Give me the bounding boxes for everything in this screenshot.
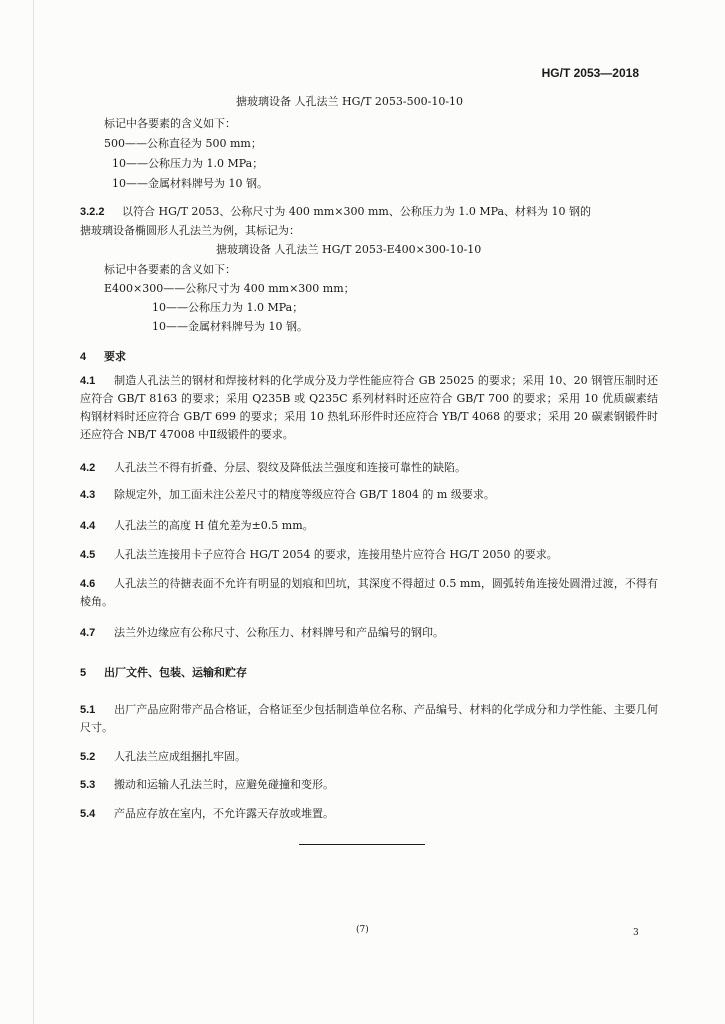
clause-5-4	[80, 805, 658, 823]
meaning-item: 10——公称压力为 1.0 MPa；	[112, 157, 264, 170]
clause-5-2	[80, 748, 658, 766]
clause-text: 人孔法兰的高度 H 值允差为±0.5 mm。	[114, 519, 314, 532]
section-title: 出厂文件、包装、运输和贮存	[104, 666, 247, 679]
clause-text: 出厂产品应附带产品合格证，合格证至少包括制造单位名称、产品编号、材料的化学成分和力学性能、主要几何尺寸。	[80, 703, 658, 734]
clause-number: 4.3	[80, 489, 96, 501]
clause-text: 制造人孔法兰的钢材和焊接材料的化学成分及力学性能应符合 GB 25025 的要求；采用 10、20 钢管压制时还应符合 GB/T 8163 的要求；采用 Q235B 或 Q235C 系列材料时还应符合 GB/T 700 的要求；采用 10 优质碳素结构钢材料时还应符合 GB/T 699 的要求；采用 10 热轧环形件时还应符合 YB/T 4068 的要求；采用 20 碳素钢锻件时还应符合 NB/T 47008 中Ⅱ级锻件的要求。	[80, 374, 658, 441]
clause-text: 法兰外边缘应有公称尺寸、公称压力、材料牌号和产品编号的钢印。	[114, 626, 444, 639]
end-divider	[299, 844, 425, 845]
clause-5-3	[80, 776, 658, 794]
clause-4-5	[80, 546, 658, 564]
clause-text: 以符合 HG/T 2053、公称尺寸为 400 mm×300 mm、公称压力为 1.0 MPa、材料为 10 钢的	[122, 205, 592, 218]
meaning-item: E400×300——公称尺寸为 400 mm×300 mm；	[104, 282, 355, 295]
designation-example-2: 搪玻璃设备 人孔法兰 HG/T 2053-E400×300-10-10	[216, 243, 482, 256]
clause-number: 3.2.2	[80, 206, 105, 218]
clause-4-7	[80, 624, 658, 642]
clause-3-2-2-line1	[80, 205, 591, 219]
clause-number: 4.2	[80, 462, 96, 474]
sheet-number: (7)	[356, 925, 369, 935]
clause-number: 5.1	[80, 704, 96, 716]
meaning-item: 10——金属材料牌号为 10 钢。	[112, 177, 268, 190]
clause-4-1	[80, 372, 658, 444]
clause-5-1	[80, 701, 658, 737]
clause-text: 搬动和运输人孔法兰时，应避免碰撞和变形。	[114, 778, 334, 791]
clause-4-2	[80, 459, 658, 477]
clause-number: 4.6	[80, 578, 96, 590]
page-number: 3	[633, 928, 639, 938]
meaning-item: 10——公称压力为 1.0 MPa；	[152, 301, 304, 314]
clause-number: 4.5	[80, 549, 96, 561]
standard-code: HG/T 2053—2018	[541, 66, 639, 80]
clause-text: 人孔法兰连接用卡子应符合 HG/T 2054 的要求，连接用垫片应符合 HG/T 2050 的要求。	[114, 548, 558, 561]
meaning-item: 500——公称直径为 500 mm；	[104, 137, 262, 150]
section-number: 4	[80, 351, 87, 363]
designation-example-1: 搪玻璃设备 人孔法兰 HG/T 2053-500-10-10	[236, 95, 464, 108]
clause-number: 5.4	[80, 808, 96, 820]
clause-text: 人孔法兰不得有折叠、分层、裂纹及降低法兰强度和连接可靠性的缺陷。	[114, 461, 466, 474]
clause-number: 5.3	[80, 779, 96, 791]
clause-3-2-2-line2: 搪玻璃设备椭圆形人孔法兰为例，其标记为：	[80, 224, 300, 237]
meaning-intro-1: 标记中各要素的含义如下：	[104, 117, 236, 130]
section-number: 5	[80, 667, 87, 679]
clause-text: 产品应存放在室内，不允许露天存放或堆置。	[114, 807, 334, 820]
clause-number: 4.1	[80, 375, 96, 387]
clause-4-3	[80, 486, 658, 504]
scan-edge-line	[33, 0, 34, 1024]
section-5-heading	[80, 664, 247, 680]
clause-text: 人孔法兰的待搪表面不允许有明显的划痕和凹坑，其深度不得超过 0.5 mm，圆弧转角连接处圆滑过渡，不得有棱角。	[80, 577, 658, 608]
clause-number: 4.4	[80, 520, 96, 532]
clause-text: 人孔法兰应成组捆扎牢固。	[114, 750, 246, 763]
clause-4-4	[80, 517, 658, 535]
clause-number: 4.7	[80, 627, 96, 639]
meaning-item: 10——金属材料牌号为 10 钢。	[152, 320, 308, 333]
section-4-heading	[80, 348, 126, 364]
section-title: 要求	[104, 350, 126, 363]
clause-4-6	[80, 575, 658, 611]
clause-number: 5.2	[80, 751, 96, 763]
meaning-intro-2: 标记中各要素的含义如下：	[104, 263, 236, 276]
clause-text: 除规定外，加工面未注公差尺寸的精度等级应符合 GB/T 1804 的 m 级要求。	[114, 488, 495, 501]
